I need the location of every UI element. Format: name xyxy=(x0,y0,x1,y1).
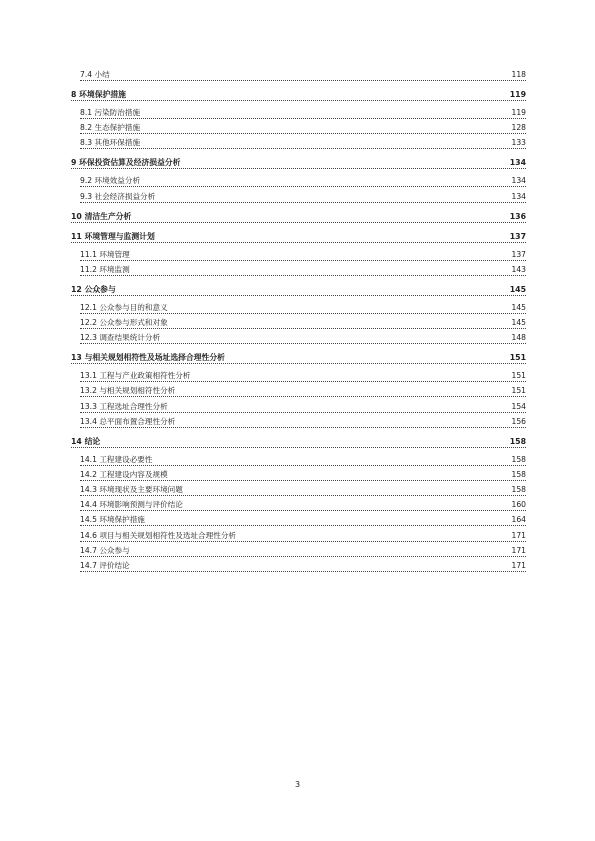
toc-section-entry[interactable] xyxy=(80,386,526,397)
toc-section-entry[interactable] xyxy=(80,485,526,496)
toc-chapter-entry[interactable] xyxy=(71,285,526,296)
toc-section-entry[interactable] xyxy=(80,470,526,481)
toc-entry-page: 160 xyxy=(511,500,526,510)
toc-entry-title: 9.2 环境效益分析 xyxy=(80,176,141,186)
toc-entry-page: 134 xyxy=(511,176,526,186)
toc-section-entry[interactable] xyxy=(80,176,526,187)
toc-entry-page: 151 xyxy=(511,386,526,396)
toc-entry-title: 7.4 小结 xyxy=(80,70,110,79)
toc-section-entry[interactable] xyxy=(80,265,526,276)
toc-section-entry[interactable] xyxy=(80,417,526,428)
toc-chapter-entry[interactable] xyxy=(71,90,526,101)
toc-entry-page: 171 xyxy=(511,530,526,540)
toc-entry-title: 14.1 工程建设必要性 xyxy=(80,454,153,464)
toc-entry-title: 14 结论 xyxy=(71,436,101,446)
toc-entry-title: 9.3 社会经济损益分析 xyxy=(80,191,156,201)
toc-section-entry[interactable] xyxy=(80,250,526,261)
toc-entry-page: 143 xyxy=(511,264,526,274)
toc-chapter-entry[interactable] xyxy=(71,353,526,364)
toc-entry-title: 11.2 环境监测 xyxy=(80,264,130,274)
toc-section-entry[interactable] xyxy=(80,192,526,203)
toc-entry-page: 119 xyxy=(511,108,526,117)
toc-section-entry[interactable] xyxy=(80,138,526,149)
toc-section-entry[interactable] xyxy=(80,515,526,526)
toc-entry-page: 145 xyxy=(511,302,526,312)
page-number: 3 xyxy=(294,780,301,789)
toc-entry-page: 136 xyxy=(509,211,526,221)
toc-section-entry[interactable] xyxy=(80,500,526,511)
toc-entry-page: 151 xyxy=(509,353,526,363)
toc-entry-title: 14.6 项目与相关规划相符性及选址合理性分析 xyxy=(80,530,237,540)
toc-entry-page: 171 xyxy=(511,545,526,555)
toc-entry-title: 8.1 污染防治措施 xyxy=(80,108,141,117)
toc-entry-page: 137 xyxy=(509,231,526,241)
toc-entry-page: 119 xyxy=(509,90,526,99)
toc-entry-title: 12.2 公众参与形式和对象 xyxy=(80,317,168,327)
toc-entry-title: 14.3 环境现状及主要环境问题 xyxy=(80,485,183,495)
toc-entry-title: 9 环保投资估算及经济损益分析 xyxy=(71,158,181,168)
toc-entry-title: 14.7 评价结论 xyxy=(80,561,130,570)
table-of-contents xyxy=(71,66,526,572)
toc-section-entry[interactable] xyxy=(80,333,526,344)
toc-section-entry[interactable] xyxy=(80,402,526,413)
toc-entry-page: 134 xyxy=(511,191,526,201)
toc-entry-page: 118 xyxy=(511,70,526,79)
toc-entry-page: 154 xyxy=(511,401,526,411)
toc-entry-title: 11.1 环境管理 xyxy=(80,249,130,259)
toc-entry-title: 13.3 工程选址合理性分析 xyxy=(80,401,168,411)
toc-entry-page: 158 xyxy=(511,454,526,464)
toc-section-entry[interactable] xyxy=(80,531,526,542)
toc-entry-page: 133 xyxy=(511,138,526,148)
toc-section-entry[interactable] xyxy=(80,303,526,314)
toc-section-entry[interactable] xyxy=(80,123,526,134)
toc-chapter-entry[interactable] xyxy=(71,212,526,223)
toc-entry-page: 145 xyxy=(511,317,526,327)
toc-entry-title: 13 与相关规划相符性及场址选择合理性分析 xyxy=(71,353,225,363)
toc-section-entry[interactable] xyxy=(80,318,526,329)
toc-entry-title: 14.2 工程建设内容及规模 xyxy=(80,469,168,479)
toc-entry-title: 11 环境管理与监测计划 xyxy=(71,231,155,241)
toc-entry-title: 10 清洁生产分析 xyxy=(71,211,132,221)
toc-chapter-entry[interactable] xyxy=(71,158,526,169)
toc-entry-title: 13.2 与相关规划相符性分析 xyxy=(80,386,176,396)
toc-entry-page: 148 xyxy=(511,333,526,343)
toc-chapter-entry[interactable] xyxy=(71,437,526,448)
toc-entry-page: 128 xyxy=(511,123,526,133)
toc-entry-title: 8.3 其他环保措施 xyxy=(80,138,141,148)
toc-entry-page: 145 xyxy=(509,284,526,294)
toc-entry-title: 14.4 环境影响预测与评价结论 xyxy=(80,500,183,510)
toc-section-entry[interactable] xyxy=(80,108,526,119)
toc-entry-title: 12.1 公众参与目的和意义 xyxy=(80,302,168,312)
toc-entry-title: 13.4 总平面布置合理性分析 xyxy=(80,416,176,426)
toc-section-entry[interactable] xyxy=(80,70,526,81)
toc-entry-title: 14.5 环境保护措施 xyxy=(80,515,145,525)
toc-entry-title: 12.3 调查结果统计分析 xyxy=(80,333,161,343)
toc-section-entry[interactable] xyxy=(80,561,526,572)
toc-entry-page: 171 xyxy=(511,561,526,570)
toc-chapter-entry[interactable] xyxy=(71,232,526,243)
toc-entry-page: 151 xyxy=(511,371,526,381)
toc-section-entry[interactable] xyxy=(80,371,526,382)
toc-section-entry[interactable] xyxy=(80,546,526,557)
toc-entry-title: 13.1 工程与产业政策相符性分析 xyxy=(80,371,191,381)
toc-entry-title: 14.7 公众参与 xyxy=(80,545,130,555)
toc-entry-page: 164 xyxy=(511,515,526,525)
toc-entry-page: 137 xyxy=(511,249,526,259)
toc-entry-page: 156 xyxy=(511,416,526,426)
toc-section-entry[interactable] xyxy=(80,455,526,466)
toc-entry-title: 12 公众参与 xyxy=(71,284,116,294)
toc-entry-page: 158 xyxy=(511,485,526,495)
toc-entry-title: 8.2 生态保护措施 xyxy=(80,123,141,133)
toc-entry-page: 158 xyxy=(511,469,526,479)
toc-entry-title: 8 环境保护措施 xyxy=(71,90,126,99)
toc-entry-page: 158 xyxy=(509,436,526,446)
toc-entry-page: 134 xyxy=(509,158,526,168)
